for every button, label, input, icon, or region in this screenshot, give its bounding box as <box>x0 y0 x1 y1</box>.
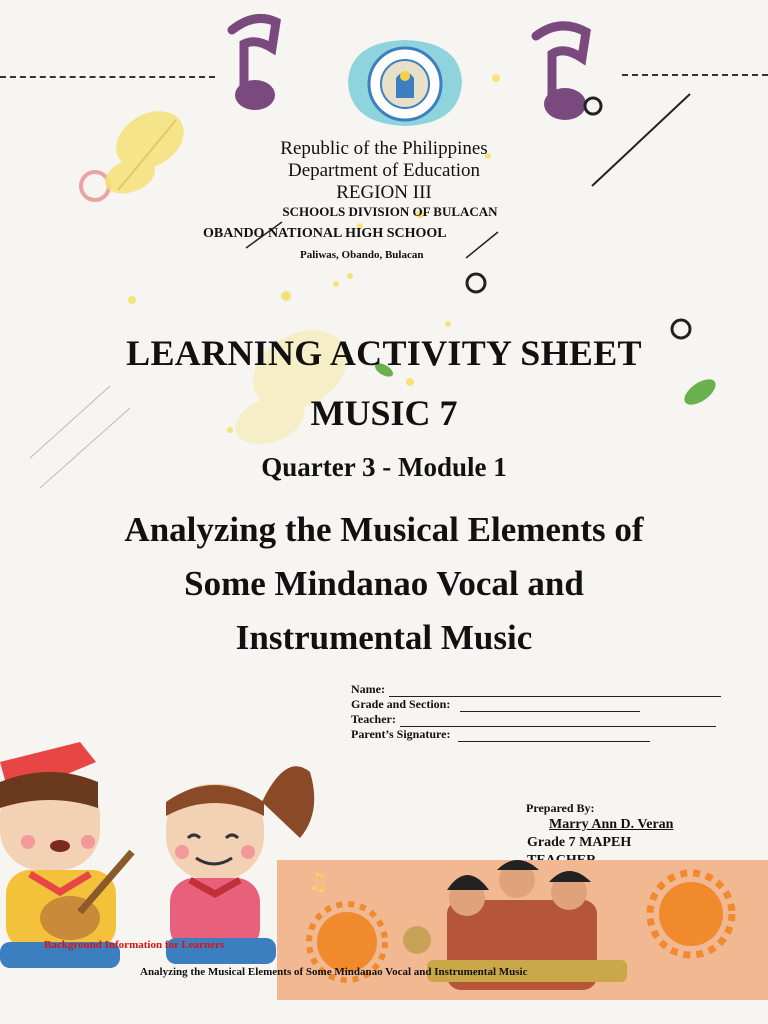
preparer-name: Marry Ann D. Veran <box>549 817 674 832</box>
header-address: Paliwas, Obando, Bulacan <box>300 249 424 261</box>
module-subtitle <box>0 503 768 665</box>
title-quarter-module: Quarter 3 - Module 1 <box>261 452 507 482</box>
teacher-field[interactable] <box>351 712 721 727</box>
header-division: SCHOOLS DIVISION OF BULACAN <box>282 204 498 219</box>
subtitle-line: Analyzing the Musical Elements of <box>124 510 644 549</box>
mindanao-banner-image <box>277 860 768 1000</box>
sun-icon <box>650 873 732 955</box>
name-line[interactable] <box>389 686 721 697</box>
deped-logo <box>340 32 470 132</box>
title-subject: MUSIC 7 <box>310 393 458 433</box>
header-country: Republic of the Philippines <box>280 138 488 159</box>
parent-signature-line[interactable] <box>458 731 650 742</box>
boy-with-guitar-icon <box>0 742 132 968</box>
subtitle-line: Some Mindanao Vocal and <box>184 564 584 603</box>
name-label: Name: <box>351 682 385 696</box>
grade-section-label: Grade and Section: <box>351 697 451 711</box>
parent-signature-label: Parent’s Signature: <box>351 727 451 741</box>
running-footer-title: Analyzing the Musical Elements of Some Mindanao Vocal and Instrumental Music <box>140 966 528 978</box>
music-note-icon <box>536 26 586 120</box>
name-field[interactable] <box>351 682 721 697</box>
grade-section-line[interactable] <box>460 701 640 712</box>
music-note-icon <box>232 18 276 110</box>
circle-icon <box>585 98 601 114</box>
student-info-form <box>351 682 721 742</box>
girl-icon <box>166 766 314 964</box>
teacher-label: Teacher: <box>351 712 396 726</box>
grade-section-field[interactable] <box>351 697 721 712</box>
parent-signature-field[interactable] <box>351 727 721 742</box>
kids-illustration <box>0 742 330 972</box>
music-note-icon: ♫ <box>307 868 329 896</box>
prepared-by-label: Prepared By: <box>526 801 595 815</box>
subtitle-line: Instrumental Music <box>235 618 533 657</box>
header-region: REGION III <box>336 182 432 203</box>
background-info-heading: Background Information for Learners <box>44 939 225 951</box>
header-school: OBANDO NATIONAL HIGH SCHOOL <box>203 226 447 241</box>
header-department: Department of Education <box>287 160 481 181</box>
preparer-grade: Grade 7 MAPEH <box>527 835 632 850</box>
circle-icon <box>467 274 485 292</box>
teacher-line[interactable] <box>400 716 716 727</box>
title-learning-activity-sheet: LEARNING ACTIVITY SHEET <box>126 333 642 373</box>
